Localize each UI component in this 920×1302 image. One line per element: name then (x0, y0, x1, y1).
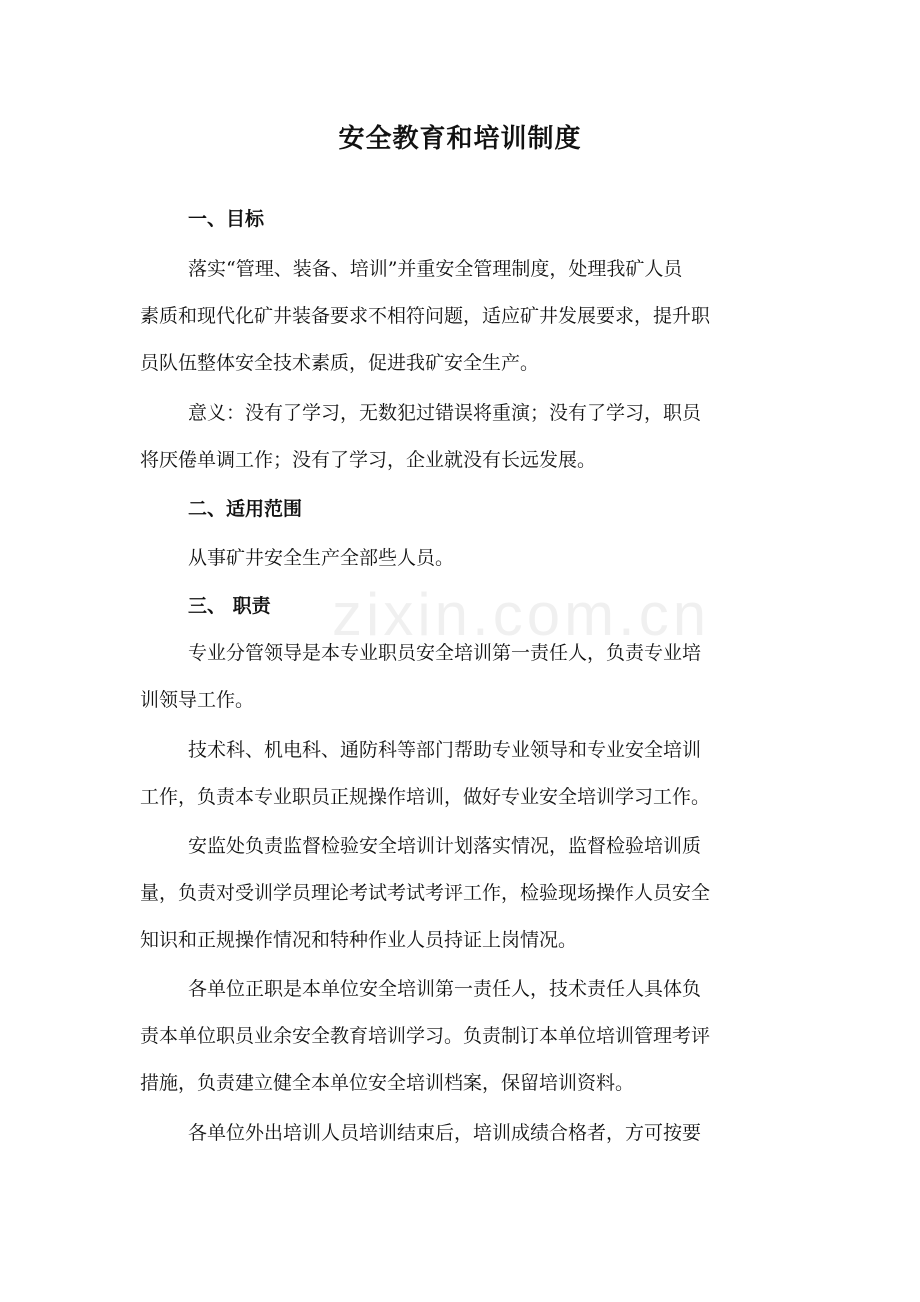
paragraph-line: 工作，负责本专业职员正规操作培训，做好专业安全培训学习工作。 (140, 786, 711, 808)
paragraph-line: 措施，负责建立健全本单位安全培训档案，保留培训资料。 (140, 1072, 635, 1094)
section-heading-responsibilities: 三、 职责 (188, 595, 271, 617)
paragraph-line: 训领导工作。 (140, 689, 255, 711)
section-heading-scope: 二、适用范围 (188, 498, 303, 520)
paragraph-line: 落实“管理、装备、培训”并重安全管理制度，处理我矿人员 (188, 258, 683, 280)
paragraph-line: 各单位正职是本单位安全培训第一责任人，技术责任人具体负 (188, 978, 702, 1000)
paragraph-line: 知识和正规操作情况和特种作业人员持证上岗情况。 (140, 929, 578, 951)
paragraph-line: 将厌倦单调工作；没有了学习，企业就没有长远发展。 (140, 449, 597, 471)
paragraph-line: 素质和现代化矿井装备要求不相符问题，适应矿井发展要求，提升职 (140, 305, 711, 327)
document-title: 安全教育和培训制度 (338, 124, 582, 154)
paragraph-line: 技术科、机电科、通防科等部门帮助专业领导和专业安全培训 (188, 739, 702, 761)
section-heading-goals: 一、目标 (188, 208, 265, 230)
paragraph-line: 专业分管领导是本专业职员安全培训第一责任人，负责专业培 (188, 642, 702, 664)
watermark: zixin.com.cn (332, 581, 711, 648)
paragraph-line: 量，负责对受训学员理论考试考试考评工作，检验现场操作人员安全 (140, 882, 711, 904)
paragraph-line: 意义：没有了学习，无数犯过错误将重演；没有了学习，职员 (188, 402, 702, 424)
paragraph-line: 员队伍整体安全技术素质，促进我矿安全生产。 (140, 352, 540, 374)
paragraph-line: 从事矿井安全生产全部些人员。 (188, 547, 455, 569)
paragraph-line: 责本单位职员业余安全教育培训学习。负责制订本单位培训管理考评 (140, 1025, 711, 1047)
paragraph-line: 各单位外出培训人员培训结束后，培训成绩合格者，方可按要 (188, 1122, 702, 1144)
paragraph-line: 安监处负责监督检验安全培训计划落实情况，监督检验培训质 (188, 835, 702, 857)
